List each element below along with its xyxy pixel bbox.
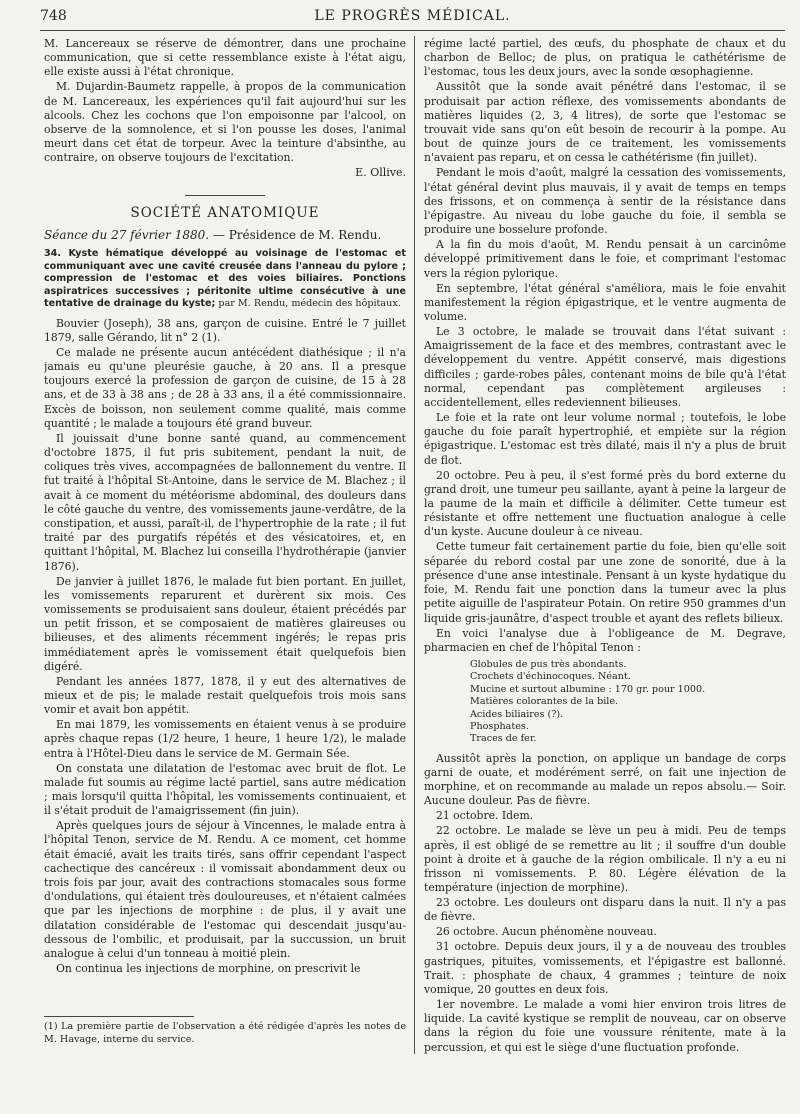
paragraph: M. Lancereaux se réserve de démontrer, dans une prochaine communication, que si cette ressemblance existe à l'état aigu, elle existe aussi à l'état chronique. [44, 37, 406, 79]
article-heading-title: 34. Kyste hématique développé au voisinage de l'estomac et communiquant avec une cavité creusée dans l'anneau du pylore ; compression de l'estomac et des voies biliaires. Ponctions aspiratrices successives ; péritonite ultime consécutive à une tentative de drainage du kyste; [44, 248, 406, 310]
seance-presidence: — Présidence de M. Rendu. [209, 227, 382, 242]
page-number: 748 [40, 8, 67, 24]
analysis-item: Mucine et surtout albumine : 170 gr. pour 1000. [470, 683, 706, 695]
paragraph: Le foie et la rate ont leur volume normal ; toutefois, le lobe gauche du foie paraît hypertrophié, et empiète sur la région épigastrique. L'estomac est très dilaté, mais il n'y a plus de bruit de flot. [424, 411, 786, 467]
paragraph: De janvier à juillet 1876, le malade fut bien portant. En juillet, les vomissements reparurent et durèrent six mois. Ces vomissements se produisaient sans douleur, étaient précédés par un petit frisson, et se composaient de matières glaireuses ou bilieuses, et des aliments récemment ingérés; le repas pris immédiatement après le vomissement était quelquefois bien digéré. [44, 574, 406, 673]
article-heading [44, 248, 406, 311]
analysis-item: Crochets d'échinocoques. Néant. [470, 671, 631, 683]
paragraph: En voici l'analyse due à l'obligeance de M. Degrave, pharmacien en chef de l'hôpital Tenon : [424, 626, 786, 654]
paragraph: On constata une dilatation de l'estomac avec bruit de flot. Le malade fut soumis au régime lacté partiel, sans autre médication ; mais lorsqu'il quitta l'hôpital, les vomissements continuaient, et il s'était produit de l'amaigrissement (fin juin). [44, 761, 406, 818]
column-separator [414, 36, 415, 1054]
paragraph: Pendant les années 1877, 1878, il y eut des alternatives de mieux et de pis; le malade restait quelquefois trois mois sans vomir et avait bon appétit. [44, 674, 406, 717]
signature: E. Ollive. [355, 166, 406, 180]
analysis-item: Acides biliaires (?). [470, 708, 564, 720]
paragraph: Le 3 octobre, le malade se trouvait dans l'état suivant : Amaigrissement de la face et des membres, contrastant avec le développement du ventre. Appétit conservé, mais digestions difficiles ; garde-robes pâles, contenant moins de bile qu'à l'état normal, cependant pas complètement argileuses : accidentellement, elles redeviennent bilieuses. [424, 325, 786, 410]
paragraph: Aussitôt que la sonde avait pénétré dans l'estomac, il se produisait par action réflexe, des vomissements abondants de matières liquides (2, 3, 4 litres), de sorte que l'estomac se trouvait vide sans qu'on eût besoin de recourir à la pompe. Au bout de quinze jours de ce traitement, les vomissements n'avaient pas reparu, et on cessa le cathétérisme (fin juillet). [424, 80, 786, 165]
page-header [40, 6, 785, 32]
left-column [44, 37, 406, 1059]
analysis-item: Traces de fer. [470, 733, 537, 745]
paragraph: M. Dujardin-Baumetz rappelle, à propos de la communication de M. Lancereaux, les expériences qu'il fait aujourd'hui sur les alcools. Chez les cochons que l'on empoisonne par l'alcool, on observe de la somnolence, et si l'on pousse les doses, l'animal meurt dans cet état de torpeur. Avec la teinture d'absinthe, au contraire, on observe toujours de l'excitation. [44, 80, 406, 165]
paragraph: 21 octobre. Idem. [436, 809, 534, 823]
paragraph: Bouvier (Joseph), 38 ans, garçon de cuisine. Entré le 7 juillet 1879, salle Gérando, lit n° 2 (1). [44, 316, 406, 344]
paragraph: En septembre, l'état général s'améliora, mais le foie envahit manifestement la région épigastrique, et le ventre augmenta de volume. [424, 281, 786, 324]
paragraph: 22 octobre. Le malade se lève un peu à midi. Peu de temps après, il est obligé de se remettre au lit ; il souffre d'un double point à droite et à gauche de la région ombilicale. Il n'y a eu ni frisson ni vomissements. P. 80. Légère élévation de la température (injection de morphine). [424, 824, 786, 895]
seance-date: Séance du 27 février 1880. [44, 227, 210, 242]
section-title: SOCIÉTÉ ANATOMIQUE [130, 204, 320, 221]
paragraph: Cette tumeur fait certainement partie du foie, bien qu'elle soit séparée du rebord costal par une zone de sonorité, due à la présence d'une anse intestinale. Pensant à un kyste hydatique du foie, M. Rendu fait une ponction dans la tumeur avec la plus petite aiguille de l'aspirateur Potain. On retire 950 grammes d'un liquide gris-jaunâtre, d'aspect trouble et ayant des reflets bilieux. [424, 540, 786, 625]
paragraph: 1er novembre. Le malade a vomi hier environ trois litres de liquide. La cavité kystique se remplit de nouveau, car on observe dans la région du foie une voussure rénitente, mate à la percussion, et qui est le siège d'une fluctuation profonde. [424, 997, 786, 1054]
paragraph: Pendant le mois d'août, malgré la cessation des vomissements, l'état général devint plus mauvais, il y avait de temps en temps des frissons, et on commença à sentir de la résistance dans l'épigastre. Au niveau du lobe gauche du foie, il sembla se produire une bosselure profonde. [424, 166, 786, 237]
paragraph: 23 octobre. Les douleurs ont disparu dans la nuit. Il n'y a pas de fièvre. [424, 896, 786, 924]
journal-title: LE PROGRÈS MÉDICAL. [314, 8, 511, 24]
section-divider [185, 195, 265, 196]
paragraph: Après quelques jours de séjour à Vincennes, le malade entra à l'hôpital Tenon, service de M. Rendu. A ce moment, cet homme était émacié, avait les traits tirés, sans offrir cependant l'aspect cachectique des cancéreux : il vomissait abondamment deux ou trois fois par jour, avait des contractions stomacales sous forme d'ondulations, qui étaient très douloureuses, et n'étaient calmées que par les injections de morphine : de plus, il y avait une dilatation considérable de l'estomac qui descendait jusqu'au-dessous de l'ombilic, et produisait, par la succussion, un bruit analogue à celui d'un tonneau à moitié plein. [44, 819, 406, 961]
paragraph: 31 octobre. Depuis deux jours, il y a de nouveau des troubles gastriques, pituites, vomissements, et l'épigastre est ballonné. Trait. : phosphate de chaux, 4 grammes ; teinture de noix vomique, 20 gouttes en deux fois. [424, 940, 786, 996]
right-column [424, 37, 786, 1059]
paragraph: Ce malade ne présente aucun antécédent diathésique ; il n'a jamais eu qu'une pleurésie gauche, à 20 ans. Il a presque toujours exercé la profession de garçon de cuisine, de 15 à 28 ans, et de 33 à 38 ans ; de 28 à 33 ans, il a été commissionnaire. Excès de boisson, non seulement comme qualité, mais comme quantité ; le malade a toujours été grand buveur. [44, 345, 406, 430]
footnote: (1) La première partie de l'observation a été rédigée d'après les notes de M. Havage, interne du service. [44, 1021, 406, 1045]
analysis-item: Phosphates. [470, 720, 529, 732]
paragraph: A la fin du mois d'août, M. Rendu pensait à un carcinôme développé primitivement dans le foie, et comprimant l'estomac vers la région pylorique. [424, 238, 786, 280]
footnote-rule [44, 1016, 194, 1017]
paragraph: régime lacté partiel, des œufs, du phosphate de chaux et du charbon de Belloc; de plus, on pratiqua le cathétérisme de l'estomac, tous les deux jours, avec la sonde œsophagienne. [424, 37, 786, 79]
header-rule [40, 30, 785, 31]
paragraph: Il jouissait d'une bonne santé quand, au commencement d'octobre 1875, il fut pris subitement, pendant la nuit, de coliques très vives, accompagnées de ballonnement du ventre. Il fut traité à l'hôpital St-Antoine, dans le service de M. Blachez ; il avait à ce moment du météorisme abdominal, des douleurs dans le côté gauche du ventre, des vomissements jaune-verdâtre, de la constipation, et aussi, paraît-il, de l'hypertrophie de la rate ; il fut traité par des purgatifs répétés et des vésicatoires, et, en quittant l'hôpital, M. Blachez lui conseilla l'hydrothérapie (janvier 1876). [44, 431, 406, 573]
paragraph: 26 octobre. Aucun phénomène nouveau. [436, 925, 657, 939]
analysis-list [424, 659, 786, 746]
paragraph: En mai 1879, les vomissements en étaient venus à se produire après chaque repas (1/2 heure, 1 heure, 1 heure 1/2), le malade entra à l'Hôtel-Dieu dans le service de M. Germain Sée. [44, 718, 406, 760]
seance-line [44, 228, 406, 242]
paragraph: 20 octobre. Peu à peu, il s'est formé près du bord externe du grand droit, une tumeur peu saillante, ayant à peine la largeur de la paume de la main et difficile à délimiter. Cette tumeur est résistante et offre nettement une fluctuation analogue à celle d'un kyste. Aucune douleur à ce niveau. [424, 468, 786, 539]
paragraph: Aussitôt après la ponction, on applique un bandage de corps garni de ouate, et modérément serré, on fait une injection de morphine, et on recommande au malade un repos absolu.— Soir. Aucune douleur. Pas de fièvre. [424, 751, 786, 808]
analysis-item: Matières colorantes de la bile. [470, 696, 619, 708]
analysis-item: Globules de pus très abondants. [470, 658, 627, 670]
article-author: par M. Rendu, médecin des hôpitaux. [215, 298, 401, 310]
paragraph: On continua les injections de morphine, on prescrivit le [56, 962, 361, 976]
